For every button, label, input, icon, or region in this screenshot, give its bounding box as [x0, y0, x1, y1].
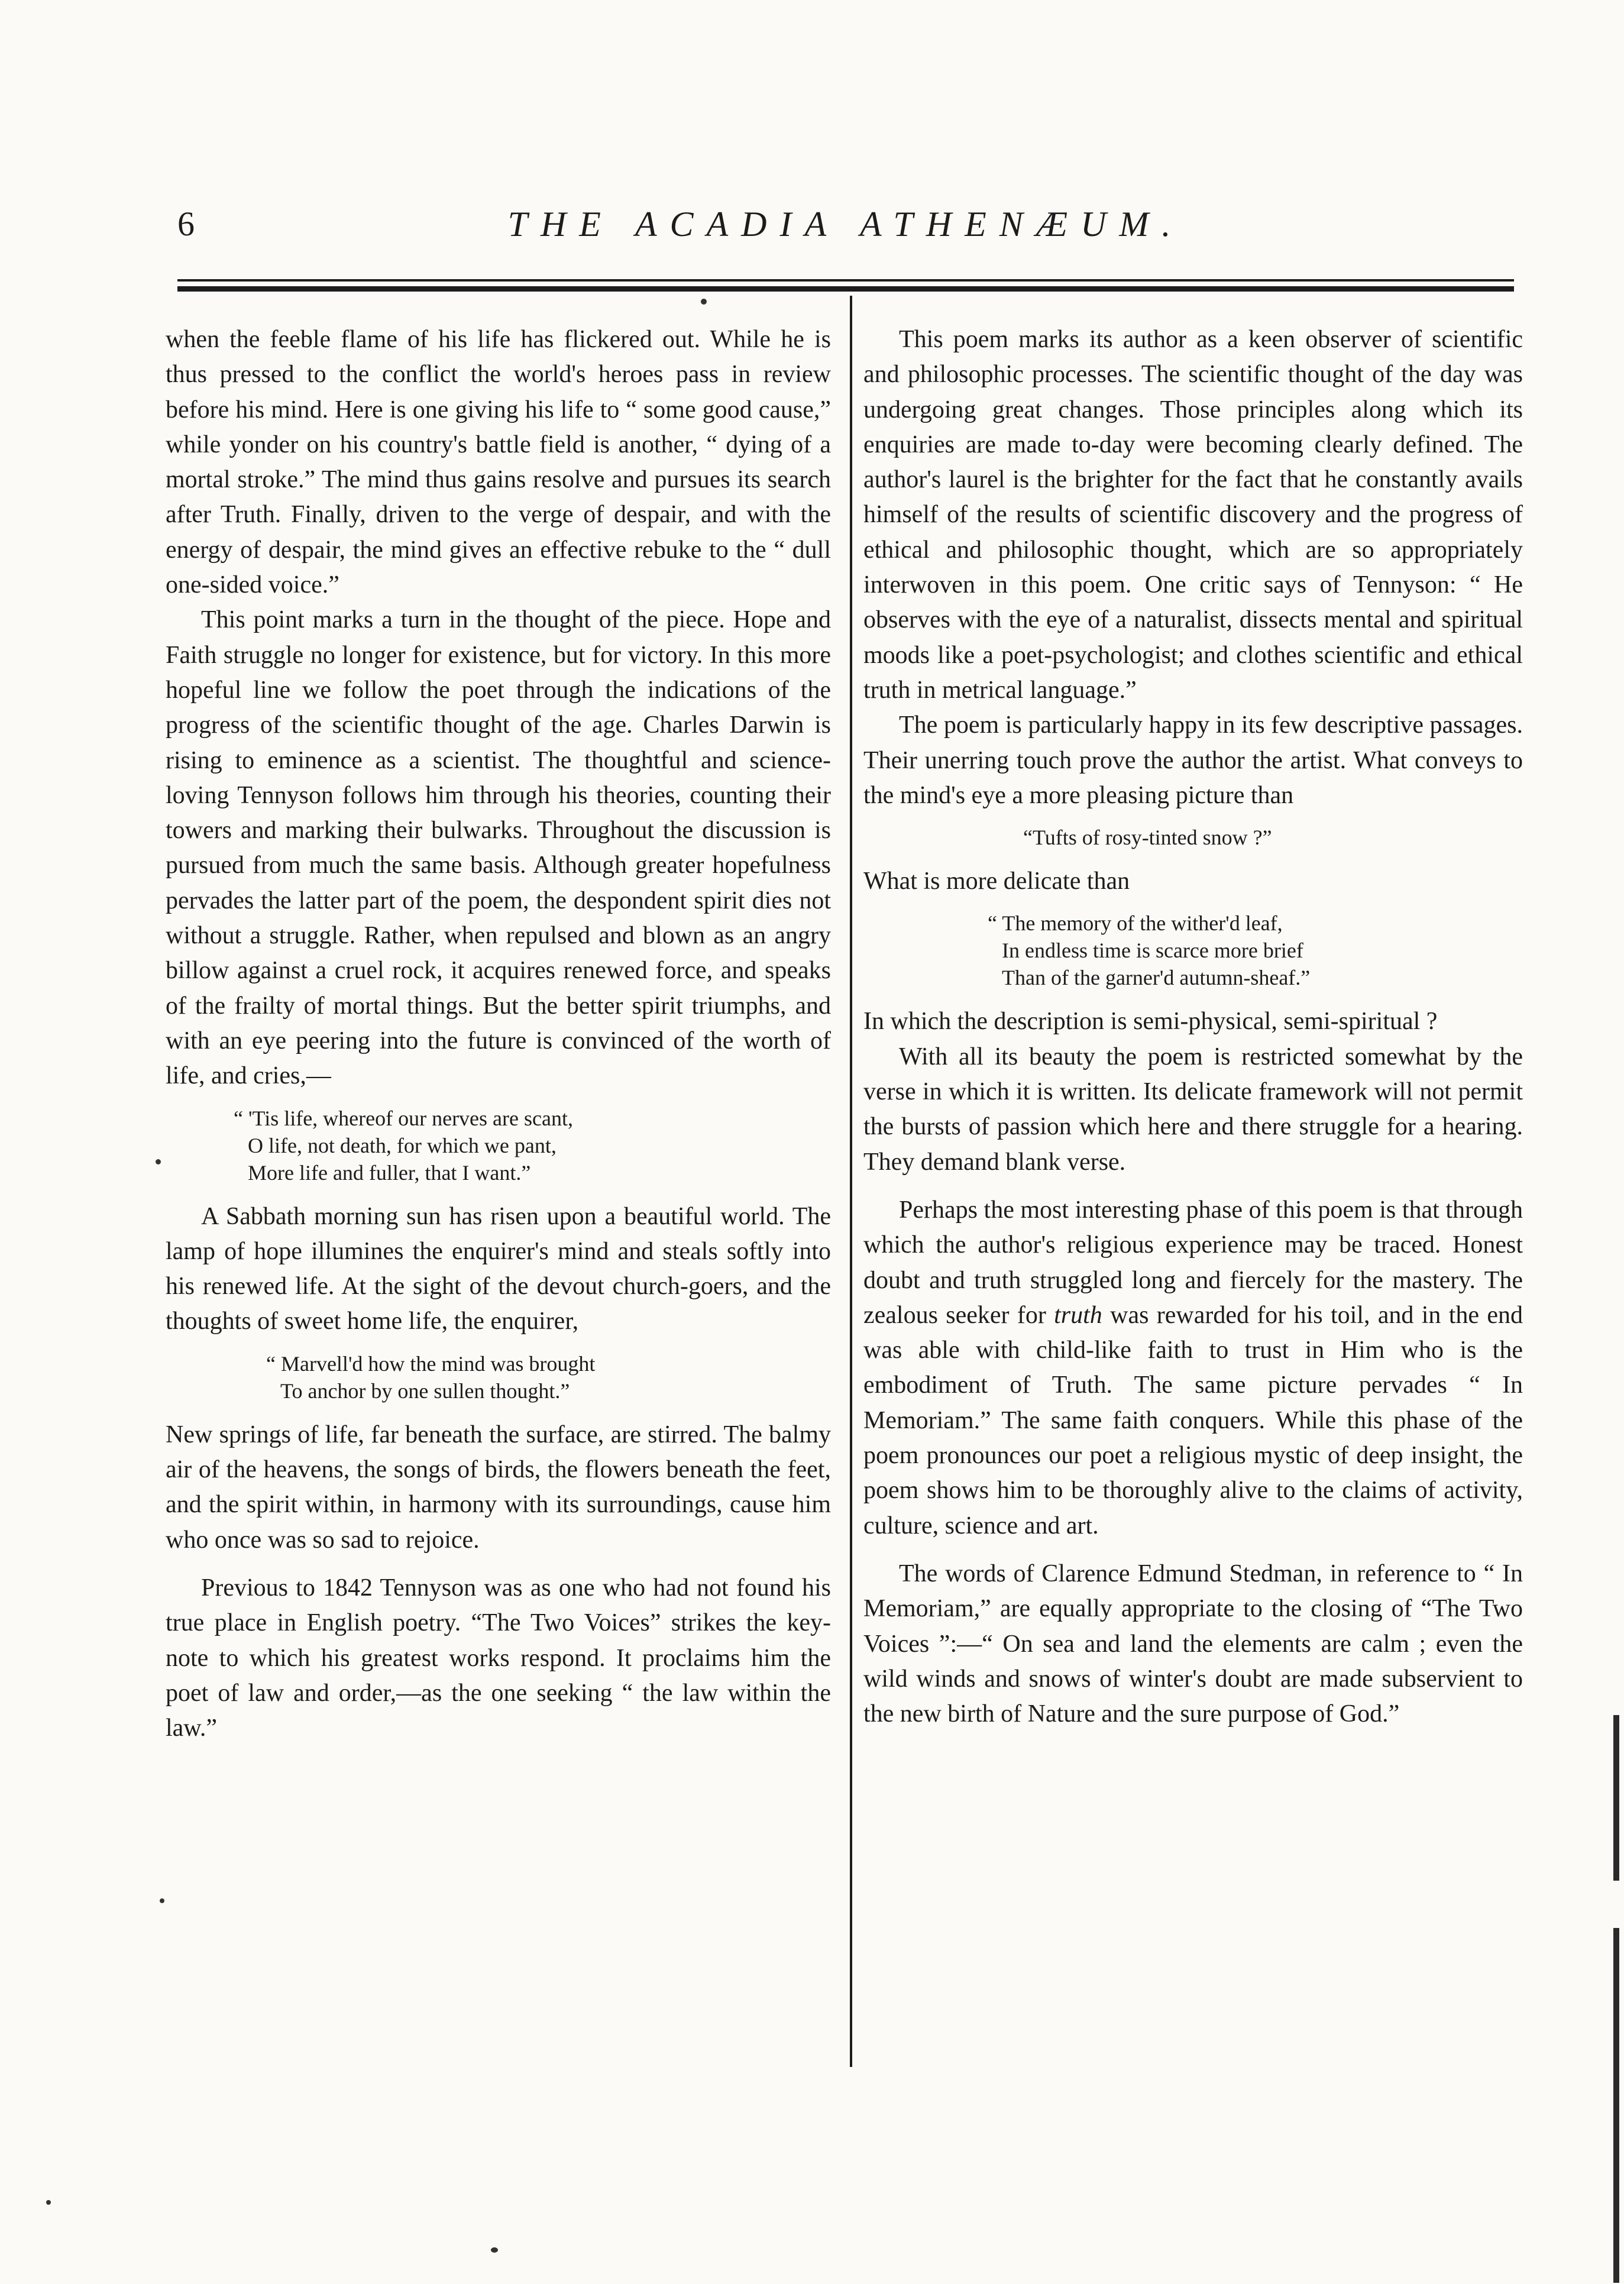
verse-line: Than of the garner'd autumn-sheaf.” [1002, 966, 1311, 990]
italic-word: truth [1054, 1301, 1102, 1329]
verse-quote [234, 1105, 831, 1186]
verse-line: “ The memory of the wither'd leaf, [988, 911, 1283, 936]
verse-quote [1023, 824, 1523, 851]
page-edge-mark [1613, 1715, 1619, 1881]
page-header [177, 204, 1514, 257]
paragraph: The poem is particularly happy in its few descriptive passages. Their unerring touch prove the author the artist. What conveys to the mind's eye a more pleasing picture than [863, 711, 1523, 809]
verse-quote [266, 1350, 831, 1405]
verse-line: “Tufts of rosy-tinted snow ?” [1023, 826, 1272, 850]
paragraph: In which the description is semi-physical, semi-spiritual ? [863, 1008, 1438, 1036]
print-speck [46, 2200, 51, 2205]
verse-quote [988, 910, 1523, 991]
verse-line: In endless time is scarce more brief [1002, 939, 1303, 963]
right-column [863, 322, 1523, 1732]
print-speck [701, 299, 707, 305]
paragraph: Previous to 1842 Tennyson was as one who had not found his true place in English poetry. “The Two Voices” strikes the key-note to which his greatest works respond. It proclaims him the poet of law and order,—as the one seeking “ the law within the law.” [166, 1574, 831, 1742]
paragraph: New springs of life, far beneath the surface, are stirred. The balmy air of the heavens, the songs of birds, the flowers beneath the feet, and the spirit within, in harmony with its surroundings, cause him who once was so sad to rejoice. [166, 1421, 831, 1554]
page-number: 6 [177, 205, 195, 243]
verse-line: To anchor by one sullen thought.” [280, 1379, 570, 1403]
header-rule-thick [177, 286, 1514, 292]
paragraph: when the feeble flame of his life has flickered out. While he is thus pressed to the conflict the world's heroes pass in review before his mind. Here is one giving his life to “ some good cause,” while yonder on his country's battle field is another, “ dying of a mortal stroke.” The mind thus gains resolve and pursues its search after Truth. Finally, driven to the verge of despair, and with the energy of despair, the mind gives an effective rebuke to the “ dull one-sided voice.” [166, 326, 831, 599]
paragraph: This poem marks its author as a keen observer of scientific and philosophic processes. The scientific thought of the day was undergoing great changes. Those principles along which its enquiries are made to-day were becoming clearly defined. The author's laurel is the brighter for the fact that he constantly avails himself of the results of scientific discovery and the progress of ethical and philosophic thought, which are so appropriately interwoven in this poem. One critic says of Tennyson: “ He observes with the eye of a naturalist, dissects mental and spiritual moods like a poet-psychologist; and clothes scientific and ethical truth in metrical language.” [863, 326, 1523, 704]
paragraph: With all its beauty the poem is restricted somewhat by the verse in which it is written. Its delicate framework will not permit the bursts of passion which here and there struggle for a hearing. They demand blank verse. [863, 1043, 1523, 1176]
verse-line: “ 'Tis life, whereof our nerves are scant, [234, 1106, 573, 1130]
column-divider [850, 296, 852, 2067]
print-speck [491, 2247, 498, 2253]
paragraph: A Sabbath morning sun has risen upon a beautiful world. The lamp of hope illumines the enquirer's mind and steals softly into his renewed life. At the sight of the devout church-goers, and the thoughts of sweet home life, the enquirer, [166, 1202, 831, 1335]
paragraph: This point marks a turn in the thought of the piece. Hope and Faith struggle no longer for existence, but for victory. In this more hopeful line we follow the poet through the indications of the progress of the scientific thought of the age. Charles Darwin is rising to eminence as a scientist. The thoughtful and science-loving Tennyson follows him through his theories, counting their towers and marking their bulwarks. Throughout the discussion is pursued from much the same basis. Although greater hopefulness pervades the latter part of the poem, the despondent spirit dies not without a struggle. Rather, when repulsed and blown as an angry billow against a cruel rock, it acquires renewed force, and speaks of the frailty of mortal things. But the better spirit triumphs, and with an eye peering into the future is convinced of the worth of life, and cries,— [166, 606, 831, 1090]
verse-line: O life, not death, for which we pant, [248, 1133, 557, 1157]
text-run: was rewarded for his toil, and in the end was able with child-like faith to trust in Him who is the embodiment of Truth. The same picture pervades “ In Memoriam.” The same faith conquers. While this phase of the poem pronounces our poet a religious mystic of deep insight, the poem shows him to be thoroughly alive to the claims of activity, culture, science and art. [863, 1301, 1523, 1539]
left-column [166, 322, 831, 1746]
verse-line: “ Marvell'd how the mind was brought [266, 1351, 596, 1376]
paragraph: What is more delicate than [863, 868, 1130, 895]
print-speck [160, 1898, 164, 1903]
page-edge-mark [1613, 1928, 1619, 2283]
text-run: Perhaps the most interesting phase of this poem is that through which the author's religious experience may be traced. Honest doubt and truth struggled long and fiercely for the mastery. The zealous seeker for [863, 1196, 1523, 1329]
paragraph [863, 1193, 1523, 1544]
running-title: THE ACADIA ATHENÆUM. [507, 205, 1184, 244]
header-rule-thin [177, 279, 1514, 282]
paragraph: The words of Clarence Edmund Stedman, in reference to “ In Memoriam,” are equally appropriate to the closing of “The Two Voices ”:—“ On sea and land the elements are calm ; even the wild winds and snows of winter's doubt are made subservient to the new birth of Nature and the sure purpose of God.” [863, 1560, 1523, 1728]
verse-line: More life and fuller, that I want.” [248, 1160, 531, 1185]
print-speck [156, 1159, 161, 1164]
